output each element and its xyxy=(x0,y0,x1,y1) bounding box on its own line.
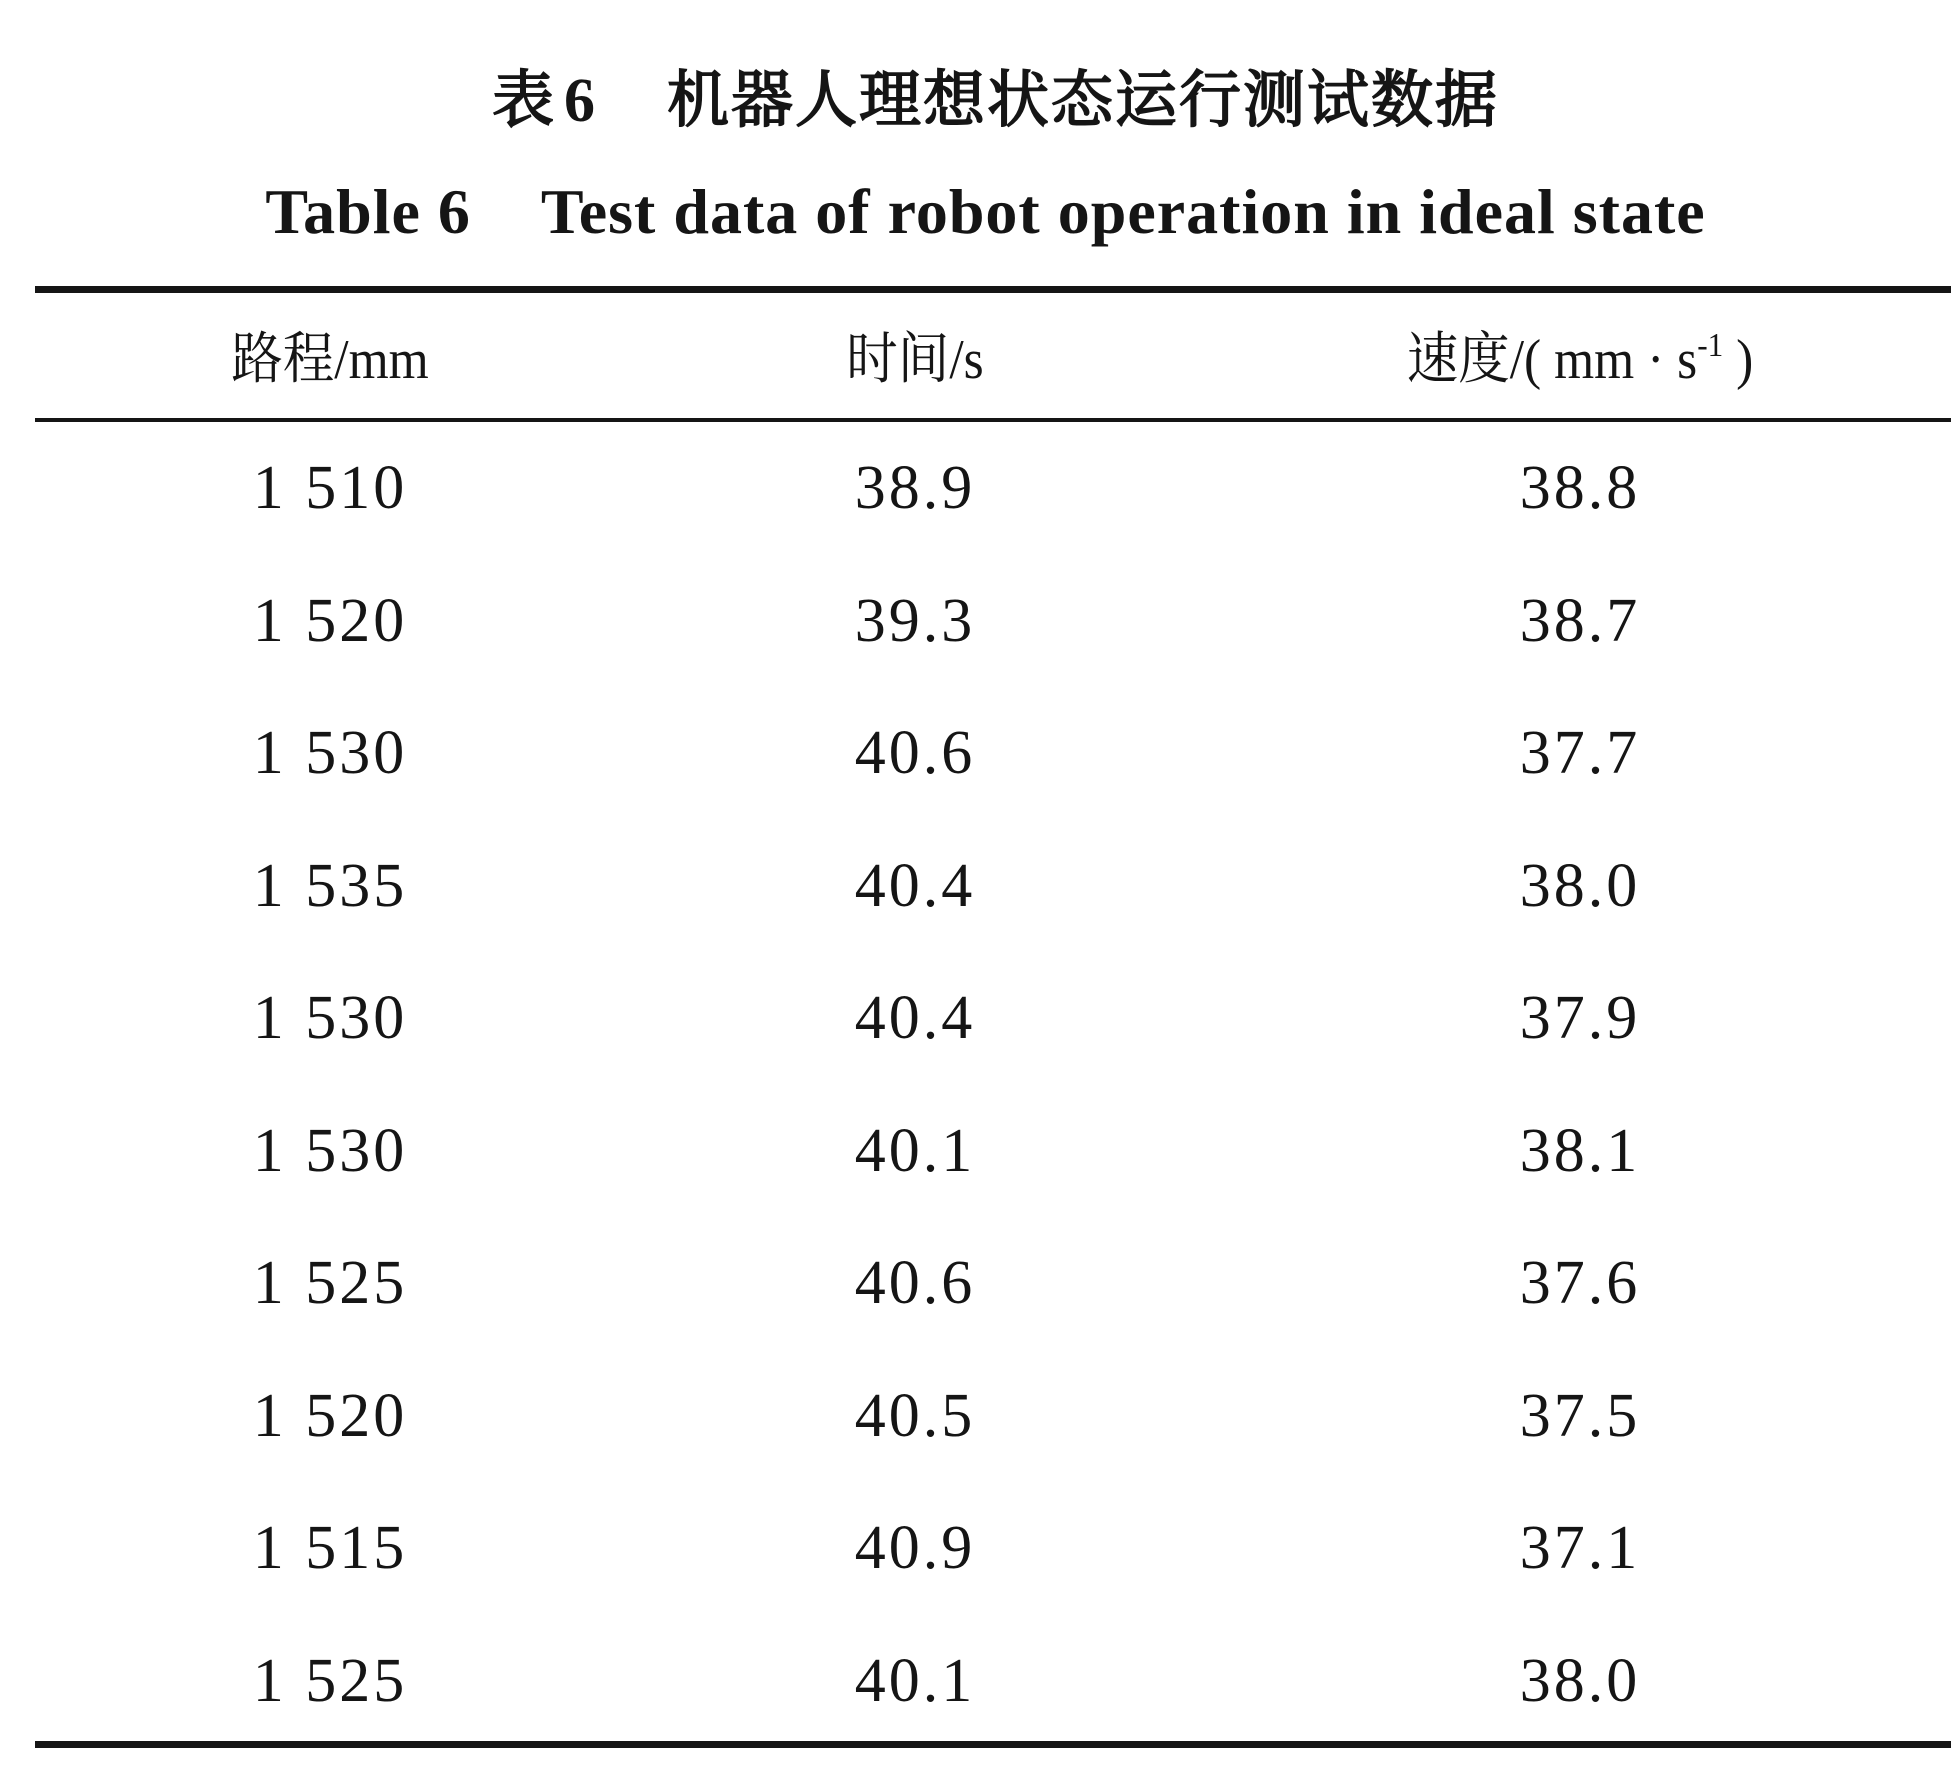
cell-distance: 1 515 xyxy=(252,1514,408,1582)
header-speed-close: ) xyxy=(1723,329,1754,391)
cell-speed: 37.1 xyxy=(1519,1514,1641,1582)
cell-time: 40.1 xyxy=(854,1647,976,1715)
table-header-row xyxy=(0,310,1951,410)
header-distance xyxy=(146,310,514,410)
header-time xyxy=(731,310,1099,410)
cell-time: 40.5 xyxy=(854,1382,976,1450)
table-row xyxy=(0,438,1951,538)
cell-distance: 1 535 xyxy=(252,852,408,920)
cell-distance: 1 520 xyxy=(252,587,408,655)
table-row xyxy=(0,1366,1951,1466)
table-caption-english xyxy=(0,172,1951,252)
cell-time: 40.6 xyxy=(854,719,976,787)
table-row xyxy=(0,836,1951,936)
header-speed-unit: /( mm · s xyxy=(1509,329,1698,391)
table-row xyxy=(0,1631,1951,1731)
header-speed-name: 速度 xyxy=(1406,327,1510,392)
table-row xyxy=(0,1101,1951,1201)
cell-speed: 38.0 xyxy=(1519,852,1641,920)
table-row xyxy=(0,703,1951,803)
caption-cn-title: 机器人理想状态运行测试数据 xyxy=(667,63,1500,136)
caption-cn-number: 6 xyxy=(564,67,597,135)
table-top-rule xyxy=(35,286,1951,293)
cell-distance: 1 520 xyxy=(252,1382,408,1450)
cell-time: 40.4 xyxy=(854,984,976,1052)
cell-distance: 1 530 xyxy=(252,1117,408,1185)
cell-speed: 37.9 xyxy=(1519,984,1641,1052)
caption-en-label: Table 6 xyxy=(265,176,471,247)
header-time-unit: /s xyxy=(949,329,984,391)
table-row xyxy=(0,1498,1951,1598)
table-header-rule xyxy=(35,418,1951,422)
table-row xyxy=(0,571,1951,671)
table-bottom-rule xyxy=(35,1741,1951,1748)
cell-time: 40.6 xyxy=(854,1249,976,1317)
cell-time: 40.1 xyxy=(854,1117,976,1185)
header-distance-name: 路程 xyxy=(231,327,335,392)
cell-time: 39.3 xyxy=(854,587,976,655)
caption-cn-label: 表 xyxy=(491,63,556,136)
cell-speed: 38.8 xyxy=(1519,454,1641,522)
table-caption-chinese xyxy=(0,55,1951,145)
cell-speed: 38.7 xyxy=(1519,587,1641,655)
cell-distance: 1 525 xyxy=(252,1249,408,1317)
table-row xyxy=(0,1233,1951,1333)
cell-speed: 38.1 xyxy=(1519,1117,1641,1185)
cell-speed: 37.7 xyxy=(1519,719,1641,787)
cell-time: 40.4 xyxy=(854,852,976,920)
cell-time: 38.9 xyxy=(854,454,976,522)
header-distance-unit: /mm xyxy=(334,329,429,391)
caption-en-title: Test data of robot operation in ideal state xyxy=(540,176,1706,247)
header-speed xyxy=(1304,310,1856,410)
table-row xyxy=(0,968,1951,1068)
cell-speed: 37.6 xyxy=(1519,1249,1641,1317)
cell-distance: 1 530 xyxy=(252,719,408,787)
cell-speed: 37.5 xyxy=(1519,1382,1641,1450)
cell-distance: 1 510 xyxy=(252,454,408,522)
header-time-name: 时间 xyxy=(846,327,950,392)
cell-time: 40.9 xyxy=(854,1514,976,1582)
header-speed-exponent: -1 xyxy=(1697,327,1724,364)
cell-distance: 1 530 xyxy=(252,984,408,1052)
cell-speed: 38.0 xyxy=(1519,1647,1641,1715)
cell-distance: 1 525 xyxy=(252,1647,408,1715)
